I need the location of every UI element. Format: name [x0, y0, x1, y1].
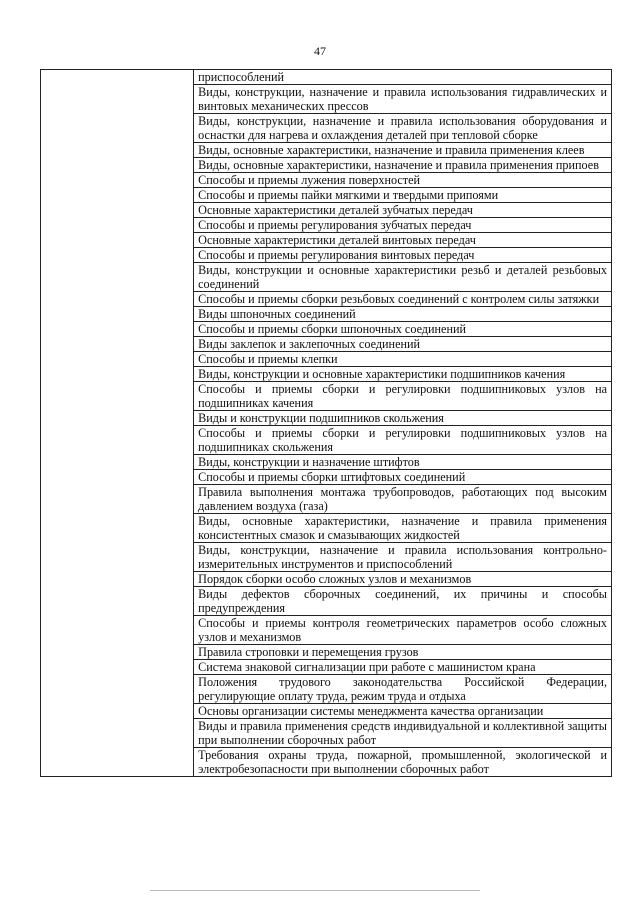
table-cell: Правила строповки и перемещения грузов: [194, 645, 612, 660]
table-cell: Виды, основные характеристики, назначение и правила применения клеев: [194, 143, 612, 158]
table-cell: Система знаковой сигнализации при работе с машинистом крана: [194, 660, 612, 675]
table-cell: Основы организации системы менеджмента качества организации: [194, 704, 612, 719]
table-cell: Виды, конструкции, назначение и правила использования гидравлических и винтовых механических прессов: [194, 85, 612, 114]
requirements-table: [40, 69, 612, 777]
table-cell: Способы и приемы клепки: [194, 352, 612, 367]
table-cell: Основные характеристики деталей зубчатых передач: [194, 203, 612, 218]
table-cell: приспособлений: [194, 70, 612, 85]
table-left-cell: [41, 70, 194, 777]
table-cell: Способы и приемы пайки мягкими и твердыми припоями: [194, 188, 612, 203]
table-cell: Способы и приемы сборки и регулировки подшипниковых узлов на подшипниках качения: [194, 382, 612, 411]
table-cell: Виды заклепок и заклепочных соединений: [194, 337, 612, 352]
table-cell: Виды, основные характеристики, назначение и правила применения припоев: [194, 158, 612, 173]
table-cell: Способы и приемы контроля геометрических параметров особо сложных узлов и механизмов: [194, 616, 612, 645]
table-cell: Способы и приемы регулирования зубчатых передач: [194, 218, 612, 233]
table-cell: Виды, конструкции и назначение штифтов: [194, 455, 612, 470]
table-cell: Основные характеристики деталей винтовых передач: [194, 233, 612, 248]
table-row: [41, 70, 612, 85]
table-cell: Виды, основные характеристики, назначение и правила применения консистентных смазок и смазывающих жидкостей: [194, 514, 612, 543]
table-cell: Порядок сборки особо сложных узлов и механизмов: [194, 572, 612, 587]
table-cell: Способы и приемы лужения поверхностей: [194, 173, 612, 188]
scan-artifact-line: [150, 890, 480, 891]
table-cell: Положения трудового законодательства Российской Федерации, регулирующие оплату труда, режим труда и отдыха: [194, 675, 612, 704]
table-cell: Виды и правила применения средств индивидуальной и коллективной защиты при выполнении сборочных работ: [194, 719, 612, 748]
table-cell: Способы и приемы сборки штифтовых соединений: [194, 470, 612, 485]
table-cell: Виды и конструкции подшипников скольжения: [194, 411, 612, 426]
table-cell: Виды дефектов сборочных соединений, их причины и способы предупреждения: [194, 587, 612, 616]
table-cell: Виды, конструкции и основные характеристики резьб и деталей резьбовых соединений: [194, 263, 612, 292]
table-cell: Способы и приемы регулирования винтовых передач: [194, 248, 612, 263]
table-cell: Требования охраны труда, пожарной, промышленной, экологической и электробезопасности при выполнении сборочных работ: [194, 748, 612, 777]
page-number: 47: [314, 44, 326, 58]
table-cell: Способы и приемы сборки шпоночных соединений: [194, 322, 612, 337]
table-body: [41, 70, 612, 777]
table-cell: Виды, конструкции и основные характеристики подшипников качения: [194, 367, 612, 382]
table-cell: Виды шпоночных соединений: [194, 307, 612, 322]
table-cell: Виды, конструкции, назначение и правила использования контрольно-измерительных инструментов и приспособлений: [194, 543, 612, 572]
table-cell: Виды, конструкции, назначение и правила использования оборудования и оснастки для нагрева и охлаждения деталей при тепловой сборке: [194, 114, 612, 143]
table-cell: Способы и приемы сборки и регулировки подшипниковых узлов на подшипниках скольжения: [194, 426, 612, 455]
table-cell: Способы и приемы сборки резьбовых соединений с контролем силы затяжки: [194, 292, 612, 307]
table-cell: Правила выполнения монтажа трубопроводов, работающих под высоким давлением воздуха (газа): [194, 485, 612, 514]
